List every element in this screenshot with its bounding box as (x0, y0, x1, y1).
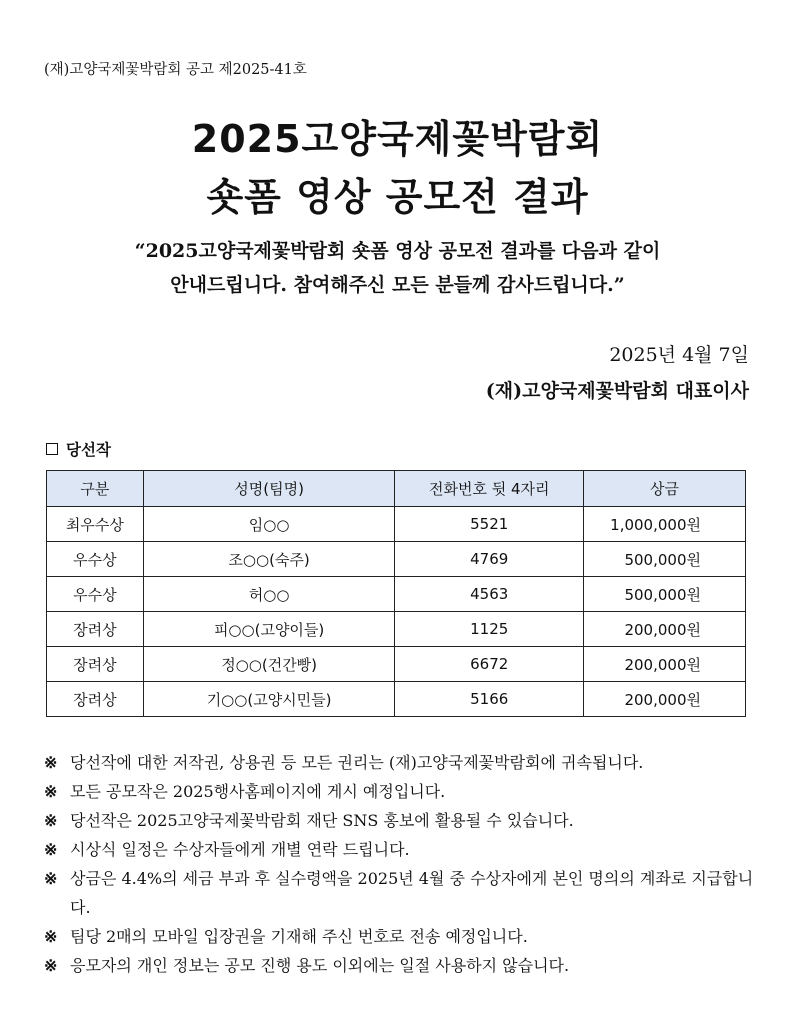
cell-category: 우수상 (47, 577, 144, 612)
reference-mark-icon: ※ (44, 782, 58, 801)
cell-name: 허○○ (143, 577, 395, 612)
reference-mark-icon: ※ (44, 753, 58, 772)
cell-phone: 6672 (395, 647, 584, 682)
note-item (44, 922, 759, 951)
checkbox-square-icon (46, 443, 58, 455)
cell-phone: 5166 (395, 682, 584, 717)
cell-phone: 1125 (395, 612, 584, 647)
section-winners-heading (46, 438, 111, 460)
table-row (47, 507, 746, 542)
notes-list (44, 748, 759, 980)
table-row (47, 542, 746, 577)
header-category: 구분 (47, 471, 144, 507)
note-text: 상금은 4.4%의 세금 부과 후 실수령액을 2025년 4월 중 수상자에게 본인 명의의 계좌로 지급합니다. (70, 869, 754, 917)
cell-phone: 4563 (395, 577, 584, 612)
note-item (44, 835, 759, 864)
cell-phone: 4769 (395, 542, 584, 577)
note-text: 당선작은 2025고양국제꽃박람회 재단 SNS 홍보에 활용될 수 있습니다. (70, 811, 574, 830)
cell-category: 우수상 (47, 542, 144, 577)
cell-prize: 200,000원 (584, 682, 746, 717)
note-item (44, 806, 759, 835)
reference-mark-icon: ※ (44, 840, 58, 859)
cell-prize: 500,000원 (584, 542, 746, 577)
table-header-row (47, 471, 746, 507)
cell-prize: 200,000원 (584, 612, 746, 647)
header-phone: 전화번호 뒷 4자리 (395, 471, 584, 507)
note-item (44, 748, 759, 777)
cell-phone: 5521 (395, 507, 584, 542)
cell-name: 임○○ (143, 507, 395, 542)
intro-line2: 안내드립니다. 참여해주신 모든 분들께 감사드립니다.” (170, 274, 625, 296)
cell-category: 장려상 (47, 612, 144, 647)
section-title: 당선작 (66, 440, 111, 459)
cell-category: 최우수상 (47, 507, 144, 542)
cell-category: 장려상 (47, 647, 144, 682)
note-item (44, 777, 759, 806)
header-prize: 상금 (584, 471, 746, 507)
table-row (47, 647, 746, 682)
note-text: 응모자의 개인 정보는 공모 진행 용도 이외에는 일절 사용하지 않습니다. (70, 956, 570, 975)
table-row (47, 682, 746, 717)
note-text: 팀당 2매의 모바일 입장권을 기재해 주신 번호로 전송 예정입니다. (70, 927, 528, 946)
page-title-line2: 숏폼 영상 공모전 결과 (206, 175, 589, 219)
note-text: 당선작에 대한 저작권, 상용권 등 모든 권리는 (재)고양국제꽃박람회에 귀속됩니다. (70, 753, 644, 772)
cell-name: 기○○(고양시민들) (143, 682, 395, 717)
announcement-date: 2025년 4월 7일 (609, 344, 749, 366)
cell-category: 장려상 (47, 682, 144, 717)
intro-line1: “2025고양국제꽃박람회 숏폼 영상 공모전 결과를 다음과 같이 (134, 240, 661, 262)
table-row (47, 612, 746, 647)
results-table (46, 470, 746, 717)
organization-signature: (재)고양국제꽃박람회 대표이사 (485, 380, 749, 402)
note-text: 모든 공모작은 2025행사홈페이지에 게시 예정입니다. (70, 782, 446, 801)
cell-name: 조○○(숙주) (143, 542, 395, 577)
note-item (44, 864, 759, 922)
cell-name: 피○○(고양이들) (143, 612, 395, 647)
table-row (47, 577, 746, 612)
cell-prize: 500,000원 (584, 577, 746, 612)
reference-mark-icon: ※ (44, 869, 58, 888)
cell-prize: 200,000원 (584, 647, 746, 682)
reference-mark-icon: ※ (44, 956, 58, 975)
reference-mark-icon: ※ (44, 811, 58, 830)
cell-prize: 1,000,000원 (584, 507, 746, 542)
note-text: 시상식 일정은 수상자들에게 개별 연락 드립니다. (70, 840, 410, 859)
header-name: 성명(팀명) (143, 471, 395, 507)
notice-number: (재)고양국제꽃박람회 공고 제2025-41호 (44, 62, 307, 78)
note-item (44, 951, 759, 980)
page-title-line1: 2025고양국제꽃박람회 (191, 117, 604, 161)
reference-mark-icon: ※ (44, 927, 58, 946)
cell-name: 정○○(건간빵) (143, 647, 395, 682)
